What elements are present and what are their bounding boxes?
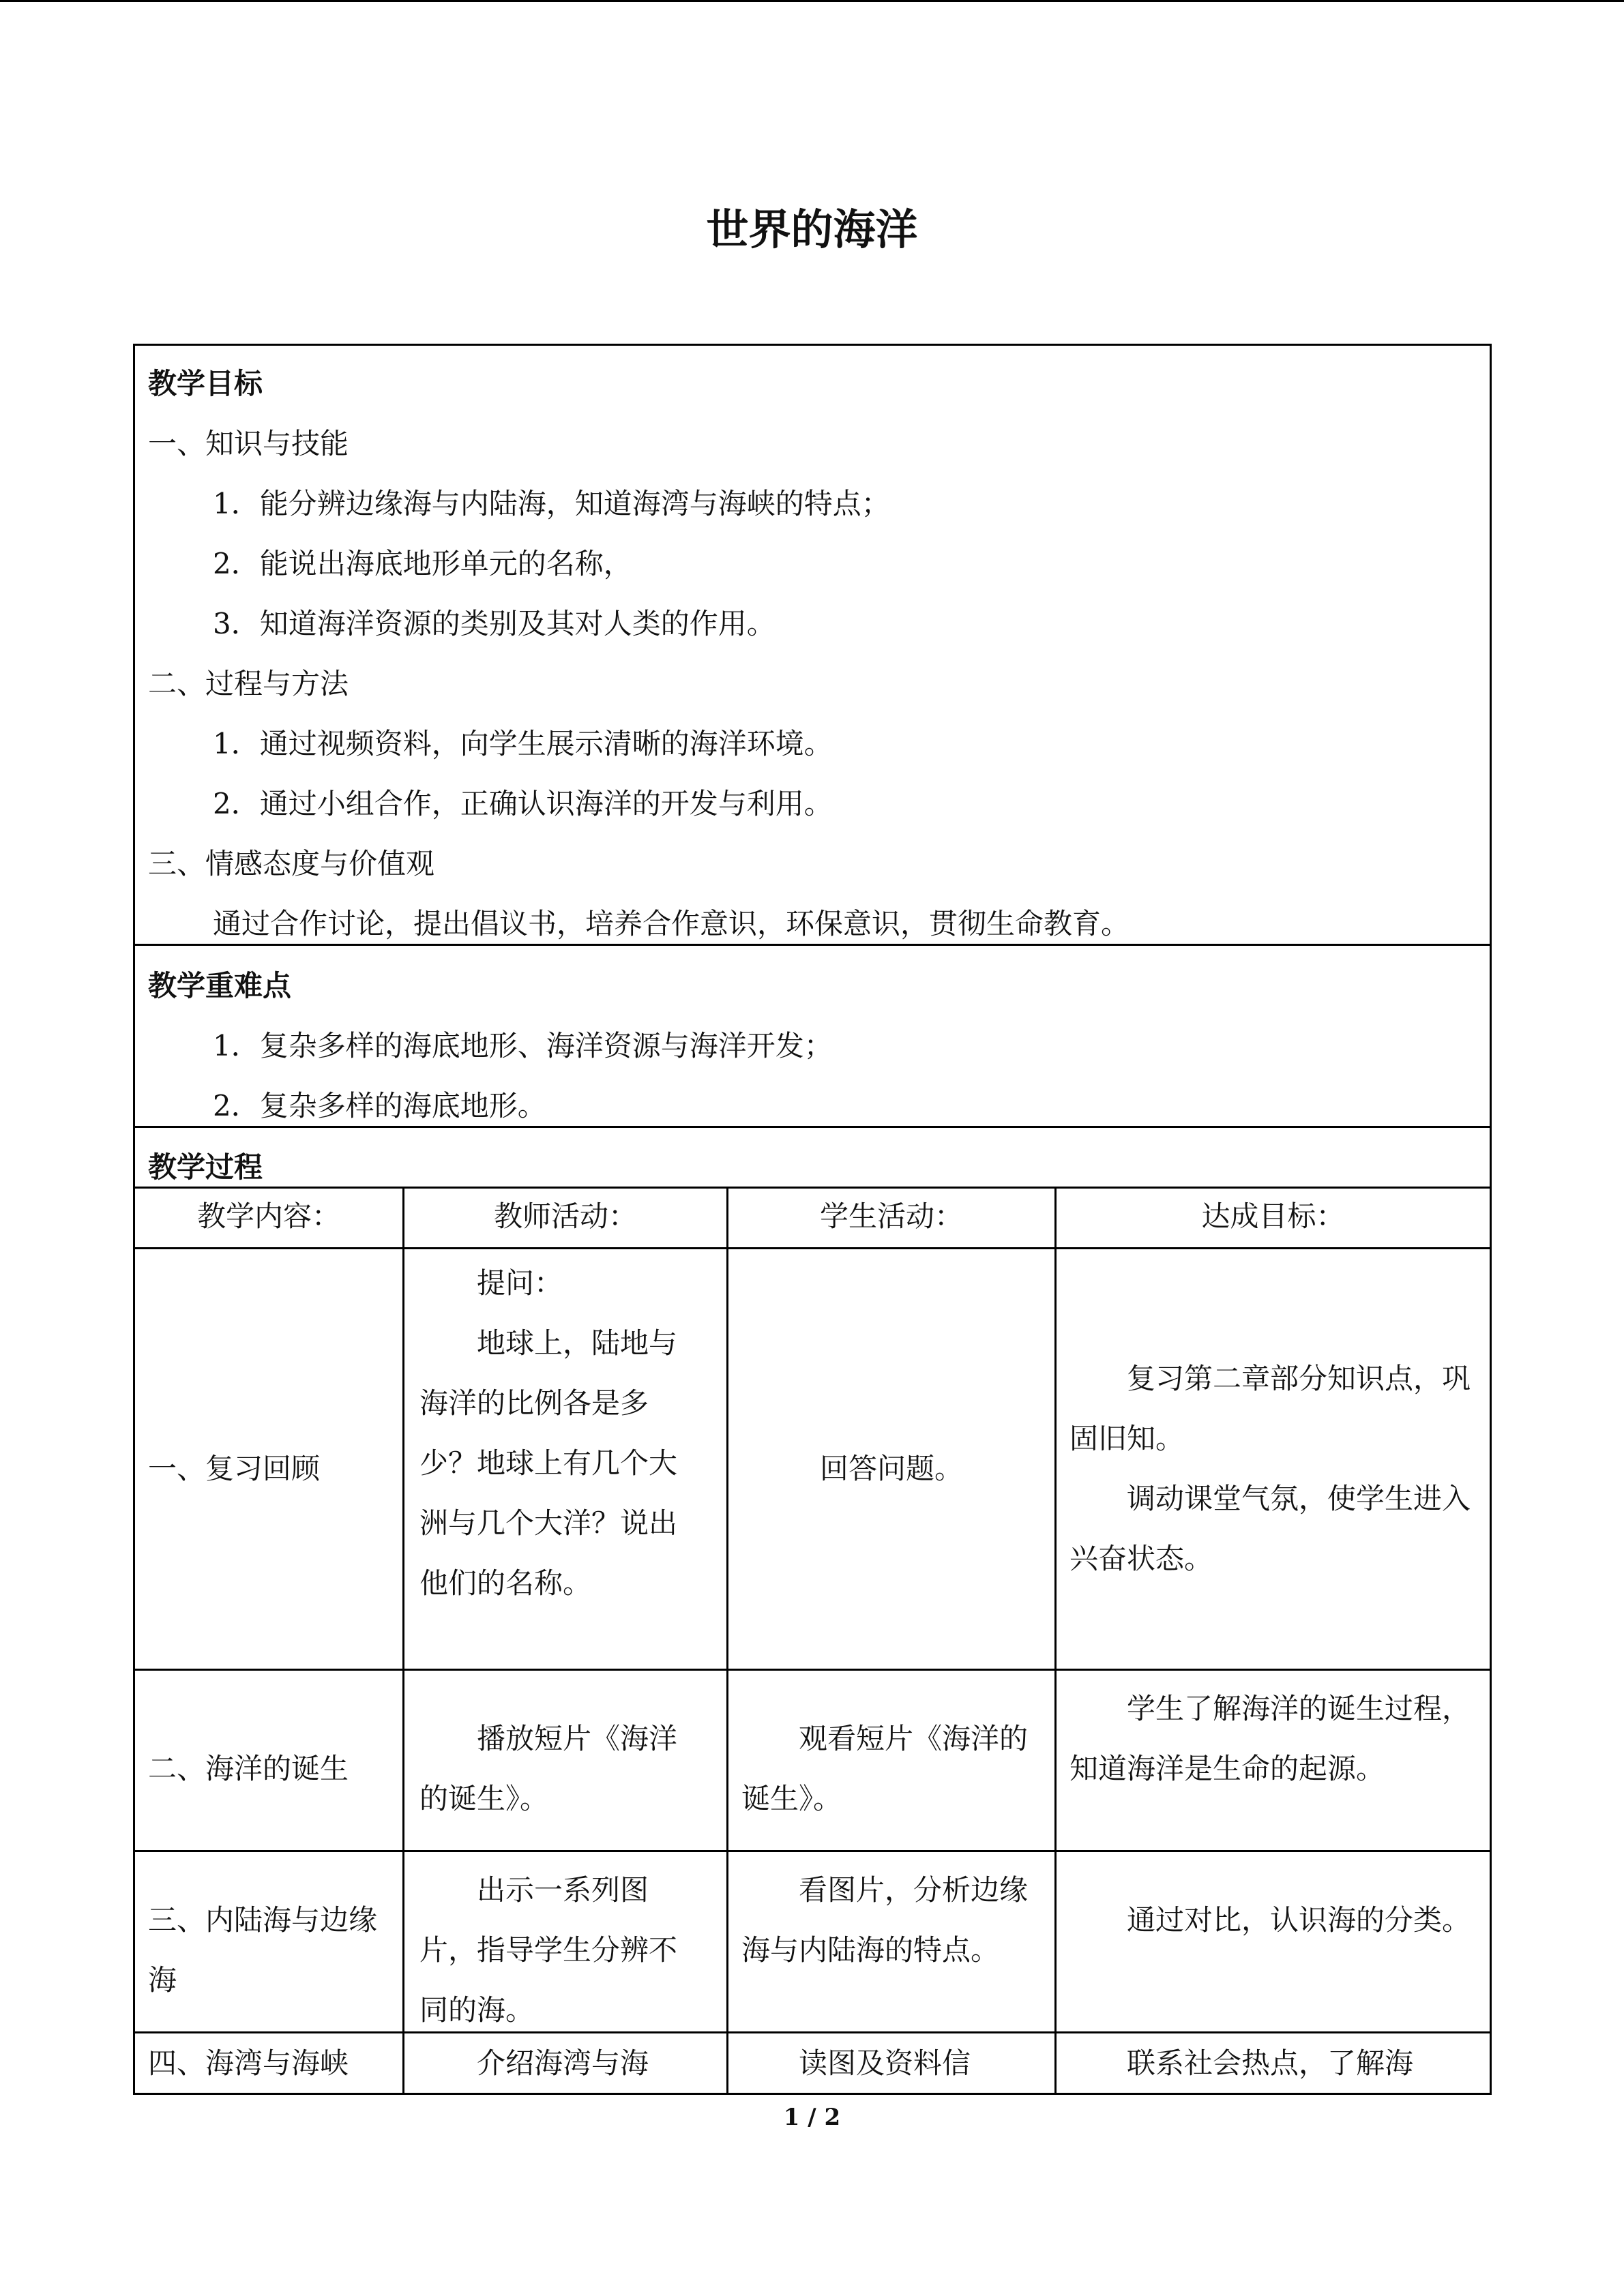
row-teacher-cell <box>419 2033 720 2093</box>
objective-item: 2．通过小组合作，正确认识海洋的开发与利用。 <box>213 787 833 820</box>
row-goal-text: 复习第二章部分知识点，巩固旧知。 <box>1069 1362 1471 1455</box>
row-teacher-cell <box>419 1709 683 1829</box>
objective-item: 2．能说出海底地形单元的名称， <box>213 547 632 580</box>
row-content-text: 一、复习回顾 <box>148 1452 321 1485</box>
objectives-heading: 教学目标 <box>148 367 263 400</box>
row-student-cell <box>741 1709 1042 1829</box>
page-number: 1 / 2 <box>783 2104 841 2131</box>
row-goal-text: 学生了解海洋的诞生过程，知道海洋是生命的起源。 <box>1069 1692 1471 1785</box>
row-content-text: 四、海湾与海峡 <box>148 2046 349 2080</box>
column-divider-1 <box>402 1187 404 2095</box>
row-content-text: 二、海洋的诞生 <box>148 1752 349 1785</box>
row-teacher-text: 播放短片《海洋的诞生》。 <box>419 1722 678 1815</box>
column-divider-3 <box>1054 1187 1057 2095</box>
objectives-section-heading: 三、情感态度与价值观 <box>148 847 435 880</box>
keypoint-item: 2．复杂多样的海底地形。 <box>213 1089 546 1122</box>
column-header-teacher: 教师活动： <box>493 1199 637 1233</box>
row-goal-text: 通过对比，认识海的分类。 <box>1127 1903 1471 1937</box>
row-content-text: 三、内陆海与边缘海 <box>148 1903 378 1997</box>
divider-keypoints <box>133 1126 1492 1128</box>
row-goal-cell <box>1069 2033 1479 2093</box>
row-teacher-text: 出示一系列图片，指导学生分辨不同的海。 <box>419 1873 678 2027</box>
page-title: 世界的海洋 <box>706 205 918 254</box>
divider-process-columns <box>133 1247 1492 1249</box>
row-student-cell <box>741 2033 1042 2093</box>
row-goal-cell <box>1069 1679 1472 1799</box>
row-teacher-cell <box>419 1860 683 2040</box>
row-content-cell <box>148 2033 394 2093</box>
row-teacher-text: 地球上，陆地与海洋的比例各是多少？地球上有几个大洲与几个大洋？说出他们的名称。 <box>419 1326 678 1600</box>
keypoint-item: 1．复杂多样的海底地形、海洋资源与海洋开发； <box>213 1029 833 1062</box>
process-heading: 教学过程 <box>148 1150 263 1184</box>
objectives-section-heading: 一、知识与技能 <box>148 427 349 460</box>
column-header-goal: 达成目标： <box>1201 1199 1345 1233</box>
objective-item: 1．能分辨边缘海与内陆海，知道海湾与海峡的特点； <box>213 487 890 520</box>
row-goal-cell <box>1069 1349 1472 1589</box>
row-student-text: 看图片，分析边缘海与内陆海的特点。 <box>741 1873 1029 1967</box>
row-goal-cell <box>1069 1890 1472 1950</box>
row-teacher-text: 介绍海湾与海 <box>477 2046 649 2080</box>
row-student-text: 观看短片《海洋的诞生》。 <box>741 1722 1029 1815</box>
column-divider-2 <box>726 1187 728 2095</box>
top-border-rule <box>0 0 1624 2</box>
keypoints-heading: 教学重难点 <box>148 969 292 1002</box>
objective-item: 3．知道海洋资源的类别及其对人类的作用。 <box>213 607 776 640</box>
divider-row-2 <box>133 1850 1492 1852</box>
row-teacher-cell <box>419 1253 683 1613</box>
row-student-cell <box>741 1439 1042 1499</box>
column-header-student: 学生活动： <box>819 1199 963 1233</box>
objective-item: 通过合作讨论，提出倡议书，培养合作意识，环保意识，贯彻生命教育。 <box>213 907 1130 940</box>
row-teacher-text: 提问： <box>477 1266 563 1300</box>
row-student-text: 读图及资料信 <box>799 2046 971 2080</box>
objectives-section-heading: 二、过程与方法 <box>148 667 349 700</box>
row-goal-text: 联系社会热点，了解海 <box>1127 2046 1414 2080</box>
row-student-text: 回答问题。 <box>819 1452 963 1485</box>
divider-row-1 <box>133 1669 1492 1671</box>
row-content-cell <box>148 1739 394 1799</box>
row-content-cell <box>148 1439 394 1499</box>
row-content-cell <box>148 1890 394 2010</box>
column-header-content: 教学内容： <box>196 1199 340 1233</box>
row-student-cell <box>741 1860 1042 1980</box>
row-goal-text: 调动课堂气氛，使学生进入兴奋状态。 <box>1069 1482 1471 1575</box>
objective-item: 1．通过视频资料，向学生展示清晰的海洋环境。 <box>213 727 833 760</box>
divider-objectives <box>133 944 1492 946</box>
